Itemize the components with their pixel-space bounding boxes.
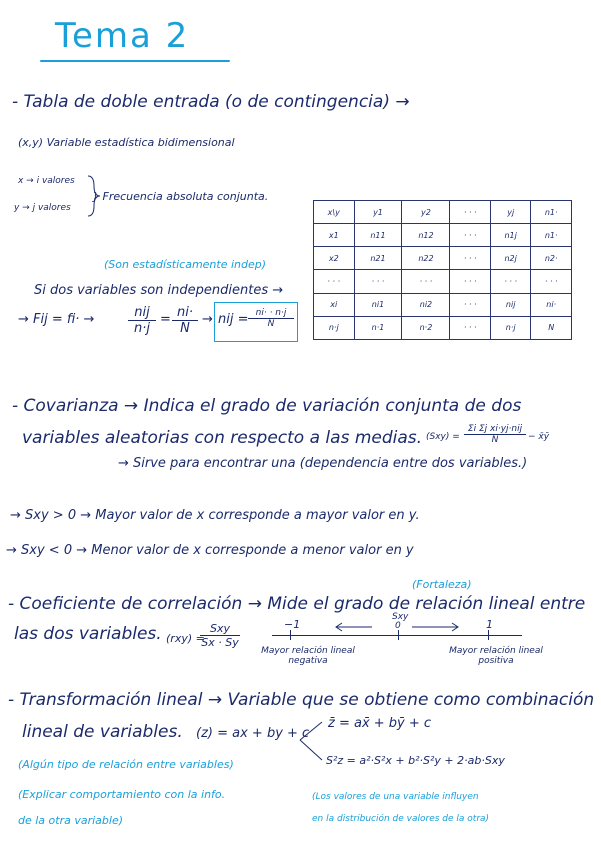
covariance-formula-tail: − x̄ȳ bbox=[528, 432, 550, 442]
table-cell: · · · bbox=[450, 224, 491, 247]
table-cell: yj bbox=[490, 201, 531, 224]
fraction-numerator: Σi Σj xi·yj·nij bbox=[464, 424, 526, 435]
variance-of-z: S²z = a²·S²x + b²·S²y + 2·ab·Sxy bbox=[326, 754, 505, 767]
table-cell: xi bbox=[314, 293, 355, 316]
table-cell: N bbox=[531, 316, 572, 339]
fraction-numerator: ni· bbox=[172, 305, 198, 321]
table-cell: · · · bbox=[354, 270, 402, 293]
table-cell: · · · bbox=[490, 270, 531, 293]
frequency-condition: → Fij = fi· → bbox=[18, 312, 95, 327]
implies-arrow: → bbox=[202, 312, 213, 327]
independence-note: (Son estadísticamente indep) bbox=[104, 258, 267, 271]
table-cell: n11 bbox=[354, 224, 402, 247]
independence-text: Si dos variables son independientes → bbox=[34, 283, 284, 298]
label-positive-relation: Mayor relación lineal positiva bbox=[449, 646, 543, 666]
transformacion-heading: - Transformación lineal → Variable que se obtiene como combinación bbox=[8, 690, 595, 710]
covarianza-line3: → Sirve para encontrar una (dependencia entre dos variables.) bbox=[118, 456, 528, 471]
table-cell: n·1 bbox=[354, 316, 402, 339]
transformacion-line2: lineal de variables. bbox=[22, 722, 183, 742]
covarianza-line2: variables aleatorias con respecto a las medias. bbox=[22, 428, 423, 448]
fraction-numerator: Sxy bbox=[200, 622, 240, 636]
note-influence: (Los valores de una variable influyen bbox=[312, 792, 479, 802]
table-cell: x\y bbox=[314, 201, 355, 224]
table-cell: n·j bbox=[314, 316, 355, 339]
fraction-numerator: nij bbox=[128, 305, 156, 321]
fraction-denominator: N bbox=[180, 321, 190, 336]
table-cell: n1j bbox=[490, 224, 531, 247]
note-explain: (Explicar comportamiento con la info. bbox=[18, 788, 226, 801]
table-cell: n1· bbox=[531, 224, 572, 247]
page-title: Tema 2 bbox=[55, 16, 190, 56]
table-cell: · · · bbox=[450, 201, 491, 224]
table-cell: ni1 bbox=[354, 293, 402, 316]
note-explain-cont: de la otra variable) bbox=[18, 814, 124, 827]
fraction-denominator: Sx · Sy bbox=[201, 636, 239, 649]
boxed-formula-lhs: nij = bbox=[218, 312, 249, 327]
table-cell: n22 bbox=[402, 247, 450, 270]
tick-label-neg: −1 bbox=[284, 618, 301, 631]
table-cell: · · · bbox=[314, 270, 355, 293]
table-cell: ni· bbox=[531, 293, 572, 316]
table-cell: y1 bbox=[354, 201, 402, 224]
y-values-text: y → j valores bbox=[14, 203, 71, 213]
table-cell: n·2 bbox=[402, 316, 450, 339]
table-cell: x2 bbox=[314, 247, 355, 270]
strength-note: (Fortaleza) bbox=[412, 578, 472, 591]
fraction-denominator: N bbox=[491, 435, 499, 445]
negative-covariance-text: → Sxy < 0 → Menor valor de x corresponde a menor valor en y bbox=[6, 543, 414, 558]
table-cell: n1· bbox=[531, 201, 572, 224]
equals-sign: = bbox=[160, 312, 171, 327]
table-cell: · · · bbox=[450, 293, 491, 316]
table-cell: nij bbox=[490, 293, 531, 316]
table-cell: x1 bbox=[314, 224, 355, 247]
fraction-denominator: N bbox=[267, 319, 275, 329]
tabla-heading: - Tabla de doble entrada (o de contingencia) → bbox=[12, 92, 410, 112]
table-cell: · · · bbox=[531, 270, 572, 293]
table-cell: · · · bbox=[402, 270, 450, 293]
table-cell: n21 bbox=[354, 247, 402, 270]
table-cell: n·j bbox=[490, 316, 531, 339]
correlacion-heading: - Coeficiente de correlación → Mide el grado de relación lineal entre bbox=[8, 594, 586, 614]
fraction-numerator: ni· · n·j bbox=[248, 308, 294, 319]
label-negative-relation: Mayor relación lineal negativa bbox=[261, 646, 355, 666]
brace-icon bbox=[88, 176, 100, 216]
tick-label-zero: 0 bbox=[395, 621, 401, 631]
covariance-formula-lhs: (Sxy) = bbox=[426, 432, 460, 442]
tick-label-zero-above: Sxy bbox=[392, 612, 409, 622]
fraction-denominator: n·j bbox=[134, 321, 150, 336]
correlacion-line2: las dos variables. bbox=[14, 624, 162, 644]
positive-covariance-text: → Sxy > 0 → Mayor valor de x corresponde a mayor valor en y. bbox=[10, 508, 420, 523]
table-cell: · · · bbox=[450, 316, 491, 339]
table-cell: n2j bbox=[490, 247, 531, 270]
correlation-formula-lhs: (rxy) = bbox=[166, 632, 205, 645]
bivariate-variable-text: (x,y) Variable estadística bidimensional bbox=[18, 136, 235, 149]
note-influence-cont: en la distribución de valores de la otra) bbox=[312, 814, 490, 824]
tick-label-pos: 1 bbox=[486, 618, 493, 631]
table-cell: · · · bbox=[450, 247, 491, 270]
mean-of-z: z̄ = ax̄ + bȳ + c bbox=[328, 716, 432, 731]
table-cell: n2· bbox=[531, 247, 572, 270]
x-values-text: x → i valores bbox=[18, 176, 75, 186]
table-cell: ni2 bbox=[402, 293, 450, 316]
table-cell: n12 bbox=[402, 224, 450, 247]
joint-frequency-label: } Frecuencia absoluta conjunta. bbox=[92, 190, 269, 203]
table-cell: y2 bbox=[402, 201, 450, 224]
note-relation: (Algún tipo de relación entre variables) bbox=[18, 758, 234, 771]
covarianza-heading: - Covarianza → Indica el grado de variación conjunta de dos bbox=[12, 396, 522, 416]
linear-combination-definition: (z) = ax + by + c bbox=[196, 726, 310, 741]
table-cell: · · · bbox=[450, 270, 491, 293]
